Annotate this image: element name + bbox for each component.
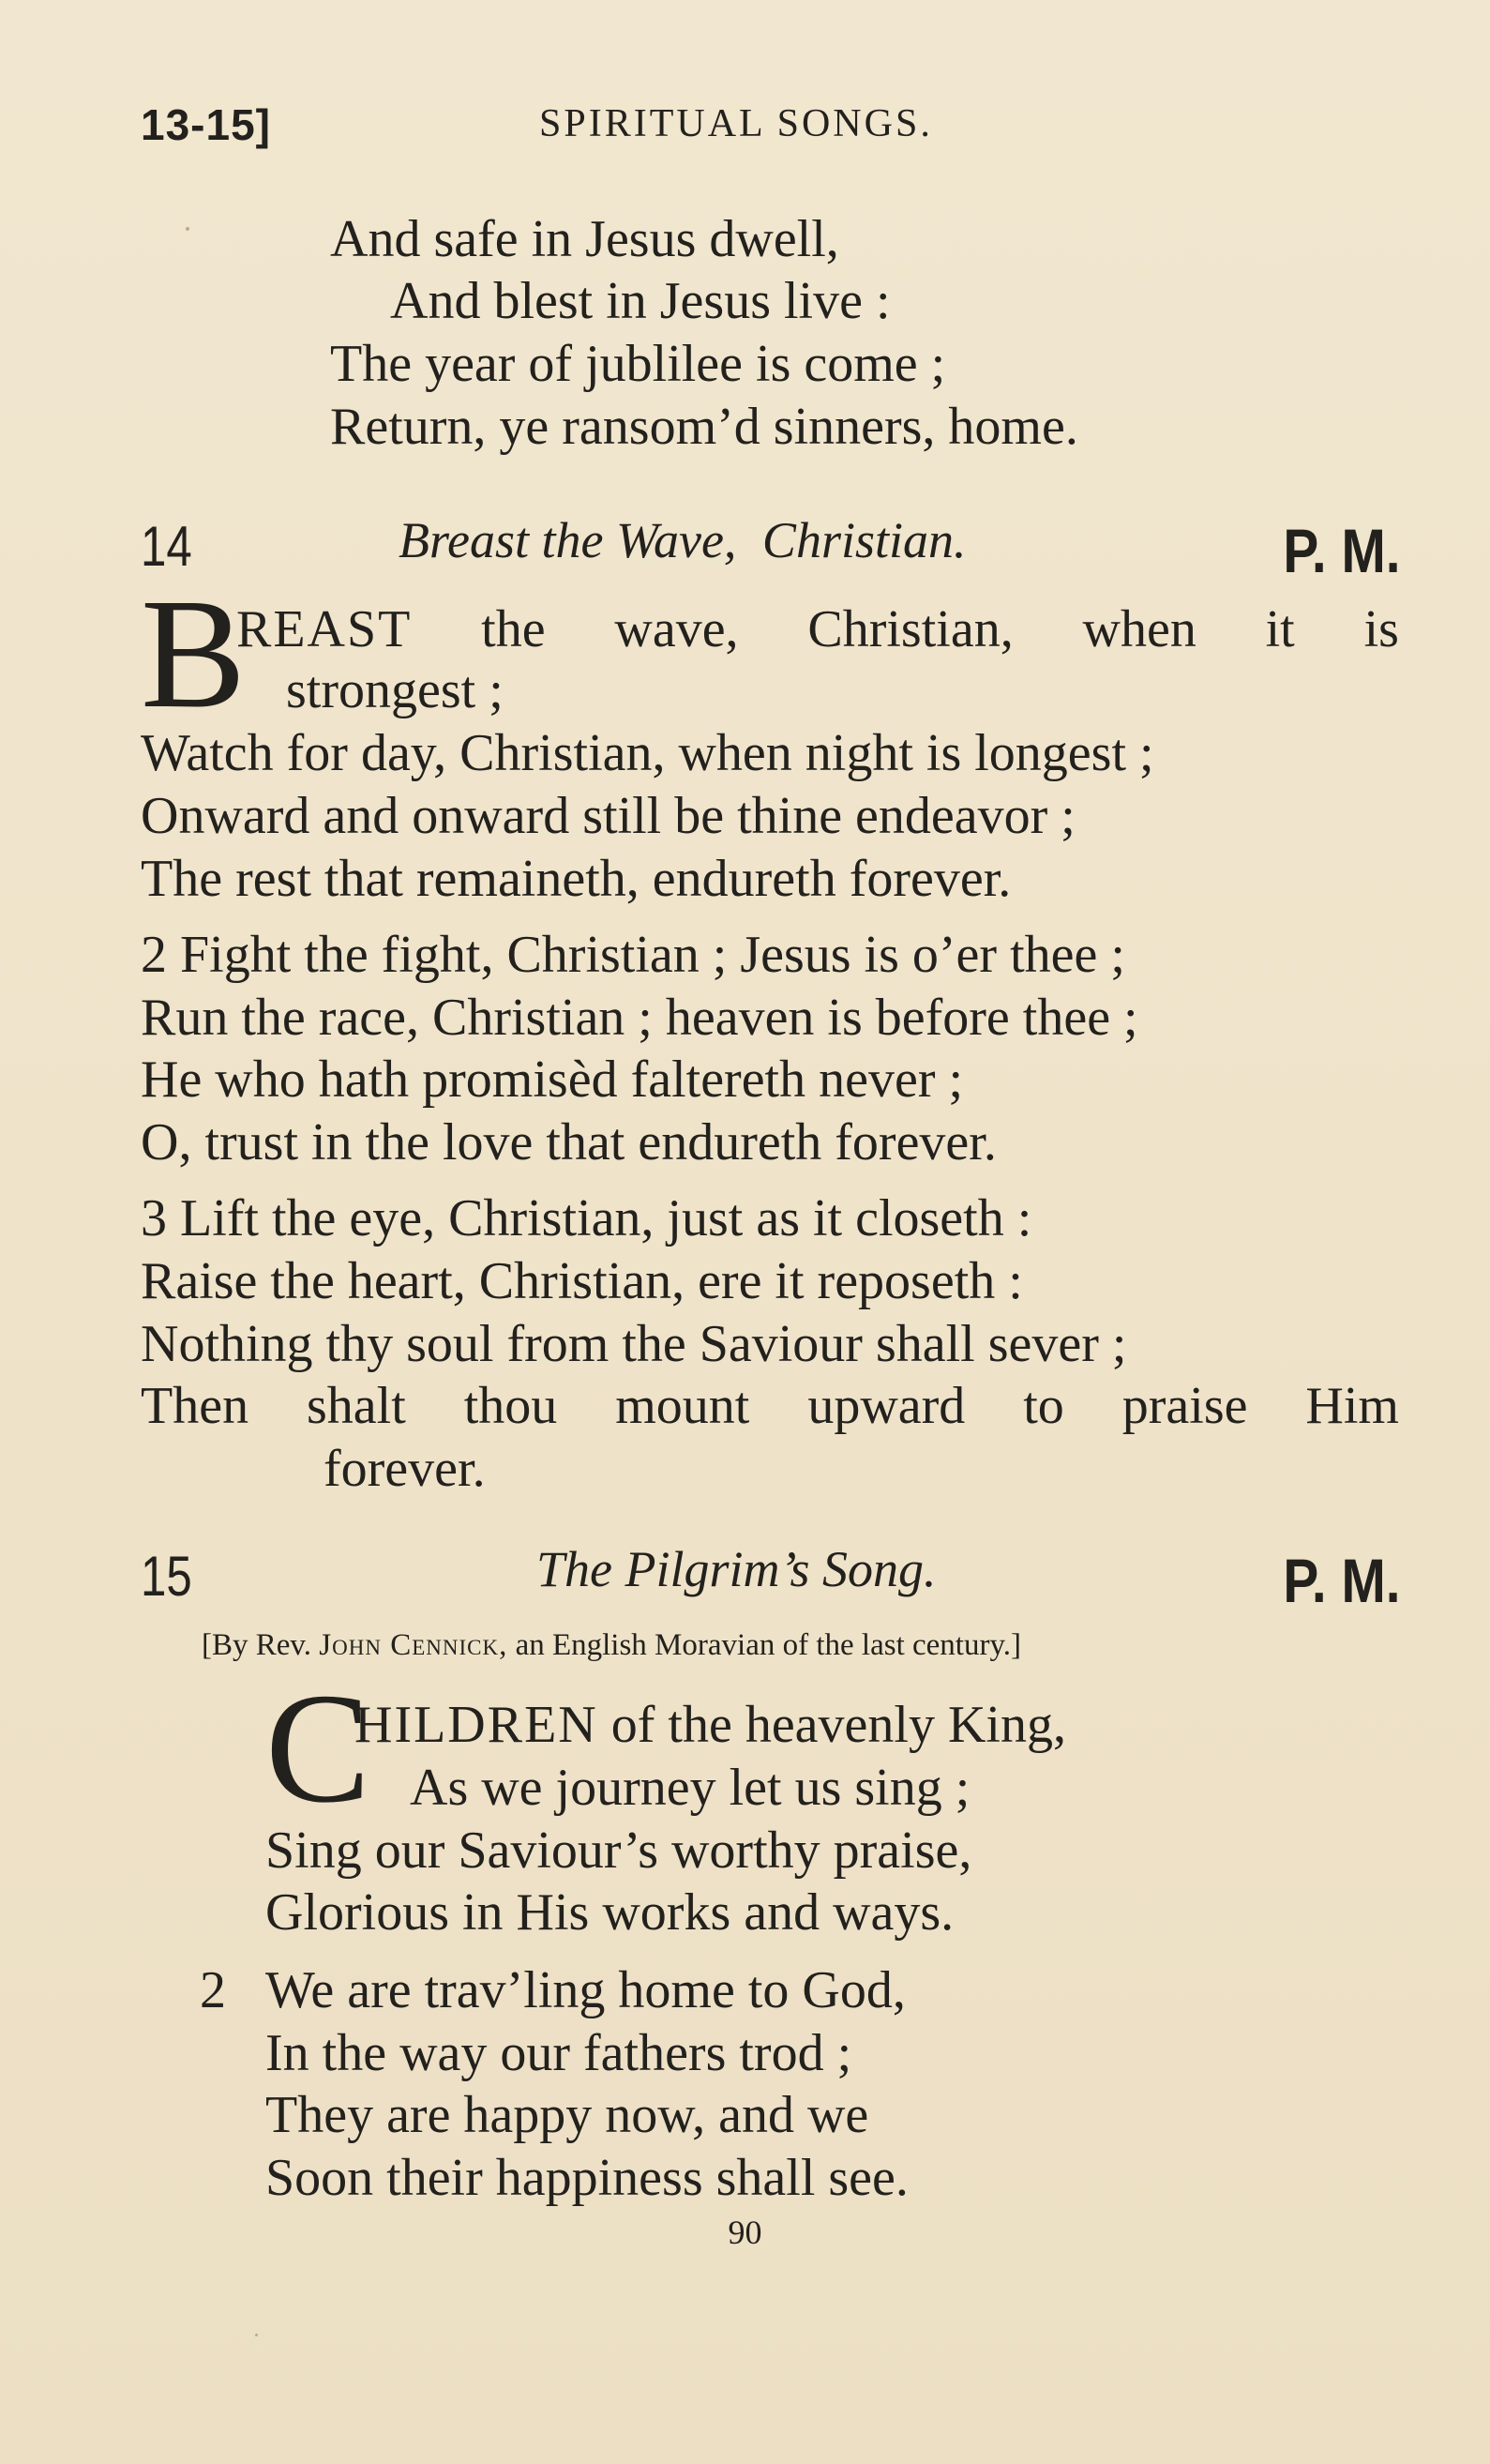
verse-word: upward bbox=[807, 1377, 966, 1435]
verse-line: strongest ; bbox=[286, 661, 504, 719]
verse-word: to bbox=[1023, 1377, 1064, 1435]
page-range-header: 13-15] bbox=[141, 100, 271, 149]
verse-line: We are trav’ling home to God, bbox=[265, 1961, 906, 2019]
verse-word: wave, bbox=[614, 600, 739, 658]
verse-word: Then bbox=[141, 1377, 249, 1435]
verse-line bbox=[236, 598, 1399, 660]
verse-line: They are happy now, and we bbox=[265, 2086, 869, 2144]
verse-word: of the heavenly King, bbox=[610, 1696, 1066, 1754]
author-attribution bbox=[202, 1625, 1021, 1666]
paper-speck bbox=[186, 227, 189, 231]
verse-word: Christian, bbox=[807, 600, 1014, 658]
hymn-title-part: Christian. bbox=[761, 512, 967, 568]
verse-word: is bbox=[1363, 600, 1399, 658]
verse-line: O, trust in the love that endureth forever. bbox=[141, 1113, 997, 1172]
verse-word: Him bbox=[1305, 1377, 1399, 1435]
verse-word: it bbox=[1265, 600, 1295, 658]
author-name: John Cennick, bbox=[319, 1628, 508, 1662]
verse-word: praise bbox=[1121, 1377, 1248, 1435]
verse-line: Run the race, Christian ; heaven is before thee ; bbox=[141, 989, 1138, 1047]
verse-line: And safe in Jesus dwell, bbox=[330, 210, 839, 268]
verse-line: He who hath promisèd faltereth never ; bbox=[141, 1051, 964, 1109]
drop-cap: C bbox=[265, 1661, 371, 1836]
verse-word: the bbox=[481, 600, 546, 658]
verse-number: 2 bbox=[200, 1961, 226, 2019]
verse-line: Watch for day, Christian, when night is longest ; bbox=[141, 724, 1154, 782]
verse-line: Return, ye ransom’d sinners, home. bbox=[330, 398, 1078, 456]
verse-word: when bbox=[1082, 600, 1197, 658]
meter-label: P. M. bbox=[1283, 516, 1401, 585]
verse-word: shalt bbox=[307, 1377, 406, 1435]
verse-line: Soon their happiness shall see. bbox=[265, 2149, 909, 2207]
verse-line: And blest in Jesus live : bbox=[390, 272, 891, 330]
verse-line: Raise the heart, Christian, ere it reposeth : bbox=[141, 1252, 1023, 1310]
meter-label: P. M. bbox=[1283, 1546, 1401, 1615]
verse-line: 3 Lift the eye, Christian, just as it closeth : bbox=[141, 1189, 1032, 1247]
verse-word: thou bbox=[463, 1377, 558, 1435]
verse-line: Nothing thy soul from the Saviour shall sever ; bbox=[141, 1315, 1127, 1373]
verse-line: In the way our fathers trod ; bbox=[265, 2024, 852, 2082]
hymn-number: 15 bbox=[141, 1545, 192, 1608]
verse-line: Onward and onward still be thine endeavor ; bbox=[141, 787, 1076, 845]
verse-word: HILDREN bbox=[354, 1696, 598, 1754]
verse-line: The year of jublilee is come ; bbox=[330, 335, 946, 393]
drop-cap: B bbox=[141, 567, 247, 741]
verse-line: 2 Fight the fight, Christian ; Jesus is o’er thee ; bbox=[141, 926, 1125, 984]
hymn-title: The Pilgrim’s Song. bbox=[536, 1541, 937, 1597]
verse-word: REAST bbox=[236, 600, 413, 658]
verse-line: Glorious in His works and ways. bbox=[265, 1883, 955, 1942]
verse-line bbox=[354, 1694, 1066, 1756]
author-text: an English Moravian of the last century.] bbox=[515, 1628, 1022, 1662]
hymn-number: 14 bbox=[141, 515, 192, 578]
verse-line: Sing our Saviour’s worthy praise, bbox=[265, 1822, 972, 1880]
running-title: SPIRITUAL SONGS. bbox=[539, 102, 933, 145]
author-text: [By Rev. bbox=[202, 1628, 312, 1662]
verse-line: The rest that remaineth, endureth forever. bbox=[141, 850, 1012, 908]
verse-word: mount bbox=[615, 1377, 750, 1435]
verse-line: As we journey let us sing ; bbox=[410, 1759, 971, 1817]
paper-speck bbox=[255, 2334, 258, 2336]
page-number: 90 bbox=[728, 2214, 762, 2251]
verse-line: forever. bbox=[324, 1440, 486, 1498]
hymn-title bbox=[399, 509, 966, 571]
verse-line bbox=[141, 1375, 1399, 1437]
hymn-title-part: Breast the Wave, bbox=[399, 512, 737, 568]
